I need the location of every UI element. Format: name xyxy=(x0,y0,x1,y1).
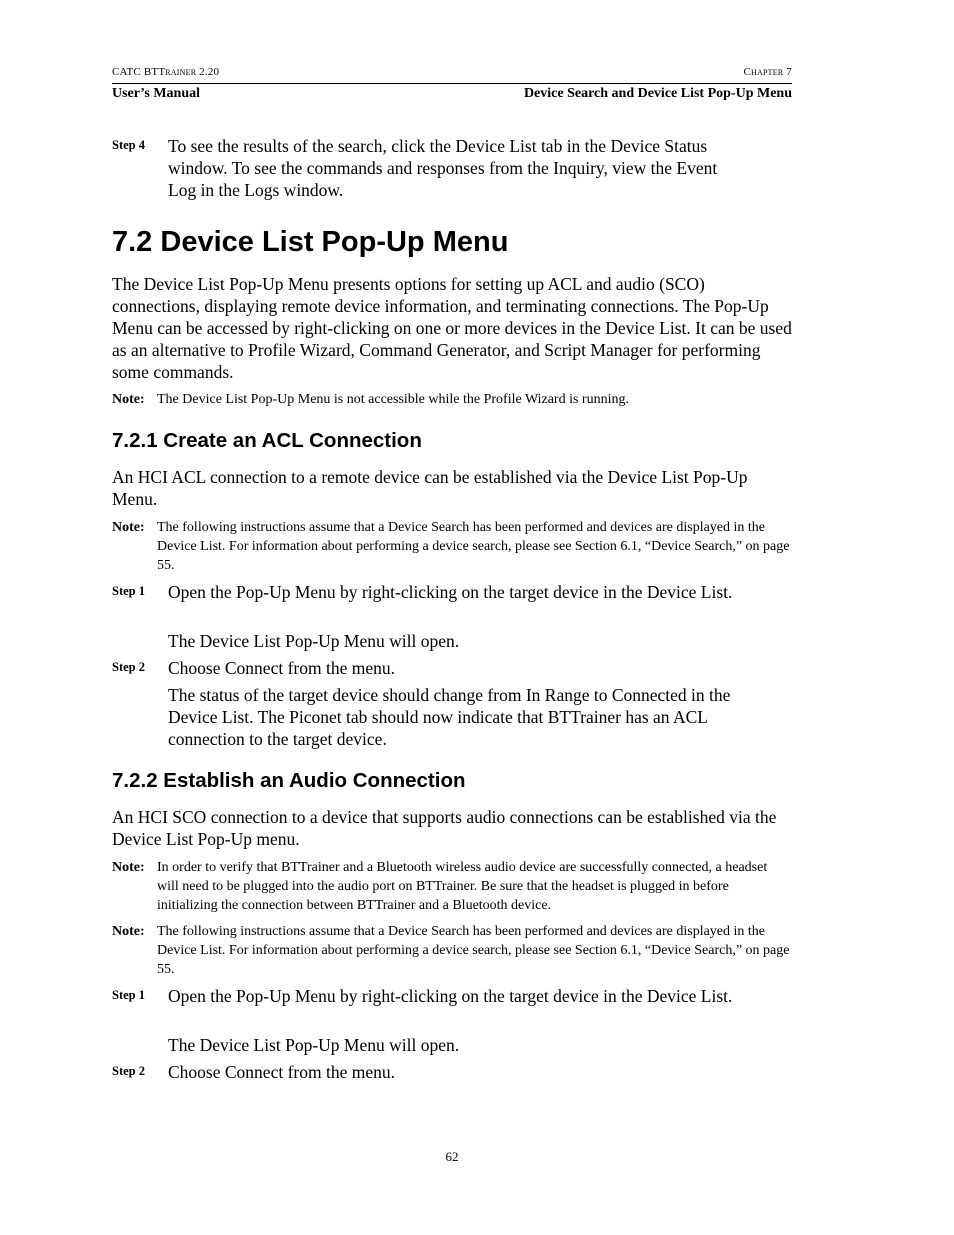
step-label: Step 4 xyxy=(112,138,145,152)
chapter-label: Chapter 7 xyxy=(743,66,792,78)
note-label: Note: xyxy=(112,860,145,875)
note-text: The following instructions assume that a Device Search has been performed and devices are displayed in the Device List. For information about performing a device search, please see Section 6.1, “Device Search,” on page 55. xyxy=(157,520,790,573)
step-1-acl xyxy=(112,581,792,603)
step-1-sco-result: The Device List Pop-Up Menu will open. xyxy=(168,1035,460,1055)
intro-step-4 xyxy=(112,135,792,201)
note-7-2-2-a xyxy=(112,858,792,915)
heading-7-2: 7.2 Device List Pop-Up Menu xyxy=(112,226,509,258)
heading-7-2-2: 7.2.2 Establish an Audio Connection xyxy=(112,769,466,792)
step-2-acl-result: The status of the target device should change from In Range to Connected in the Device List. The Piconet tab should now indicate that BTTrainer has an ACL connection to the target device. xyxy=(168,685,731,749)
note-label: Note: xyxy=(112,924,145,939)
step-text: Open the Pop-Up Menu by right-clicking on the target device in the Device List. xyxy=(168,986,733,1006)
product-name: CATC BTTrainer 2.20 xyxy=(112,66,220,78)
step-text: Open the Pop-Up Menu by right-clicking on the target device in the Device List. xyxy=(168,582,733,602)
note-7-2-2-b xyxy=(112,922,792,979)
section-title: Device Search and Device List Pop-Up Menu xyxy=(523,86,792,101)
step-text: To see the results of the search, click the Device List tab in the Device Status window. To see the commands and responses from the Inquiry, view the Event Log in the Logs window. xyxy=(168,136,718,200)
step-label: Step 1 xyxy=(112,988,145,1002)
paragraph-7-2-1: An HCI ACL connection to a remote device can be established via the Device List Pop-Up Menu. xyxy=(112,467,748,509)
note-7-2-1 xyxy=(112,518,792,575)
step-2-acl xyxy=(112,657,792,679)
note-text: In order to verify that BTTrainer and a Bluetooth wireless audio device are successfully connected, a headset will need to be plugged into the audio port on BTTrainer. Be sure that the headset is plugged in before initializing the connection between BTTrainer and a Bluetooth device. xyxy=(157,860,768,913)
step-1-sco xyxy=(112,985,792,1007)
paragraph-7-2: The Device List Pop-Up Menu presents options for setting up ACL and audio (SCO) connections, displaying remote device information, and terminating connections. The Pop-Up Menu can be accessed by right-clicking on one or more devices in the Device List. It can be used as an alternative to Profile Wizard, Command Generator, and Script Manager for performing some commands. xyxy=(112,274,792,382)
step-2-sco xyxy=(112,1061,792,1083)
note-label: Note: xyxy=(112,520,145,535)
running-header-top xyxy=(112,66,792,78)
note-label: Note: xyxy=(112,392,145,407)
page-number: 62 xyxy=(445,1149,459,1164)
note-7-2 xyxy=(112,390,792,409)
step-text: Choose Connect from the menu. xyxy=(168,658,395,678)
heading-7-2-1: 7.2.1 Create an ACL Connection xyxy=(112,429,422,452)
step-label: Step 1 xyxy=(112,584,145,598)
step-1-acl-result: The Device List Pop-Up Menu will open. xyxy=(168,631,460,651)
note-text: The Device List Pop-Up Menu is not accessible while the Profile Wizard is running. xyxy=(157,392,629,407)
step-label: Step 2 xyxy=(112,660,145,674)
step-label: Step 2 xyxy=(112,1064,145,1078)
step-text: Choose Connect from the menu. xyxy=(168,1062,395,1082)
note-text: The following instructions assume that a Device Search has been performed and devices are displayed in the Device List. For information about performing a device search, please see Section 6.1, “Device Search,” on page 55. xyxy=(157,924,790,977)
paragraph-7-2-2: An HCI SCO connection to a device that supports audio connections can be established via the Device List Pop-Up menu. xyxy=(112,807,777,849)
header-rule xyxy=(112,83,792,84)
running-header-bottom xyxy=(112,86,792,102)
manual-title: User’s Manual xyxy=(112,86,201,101)
